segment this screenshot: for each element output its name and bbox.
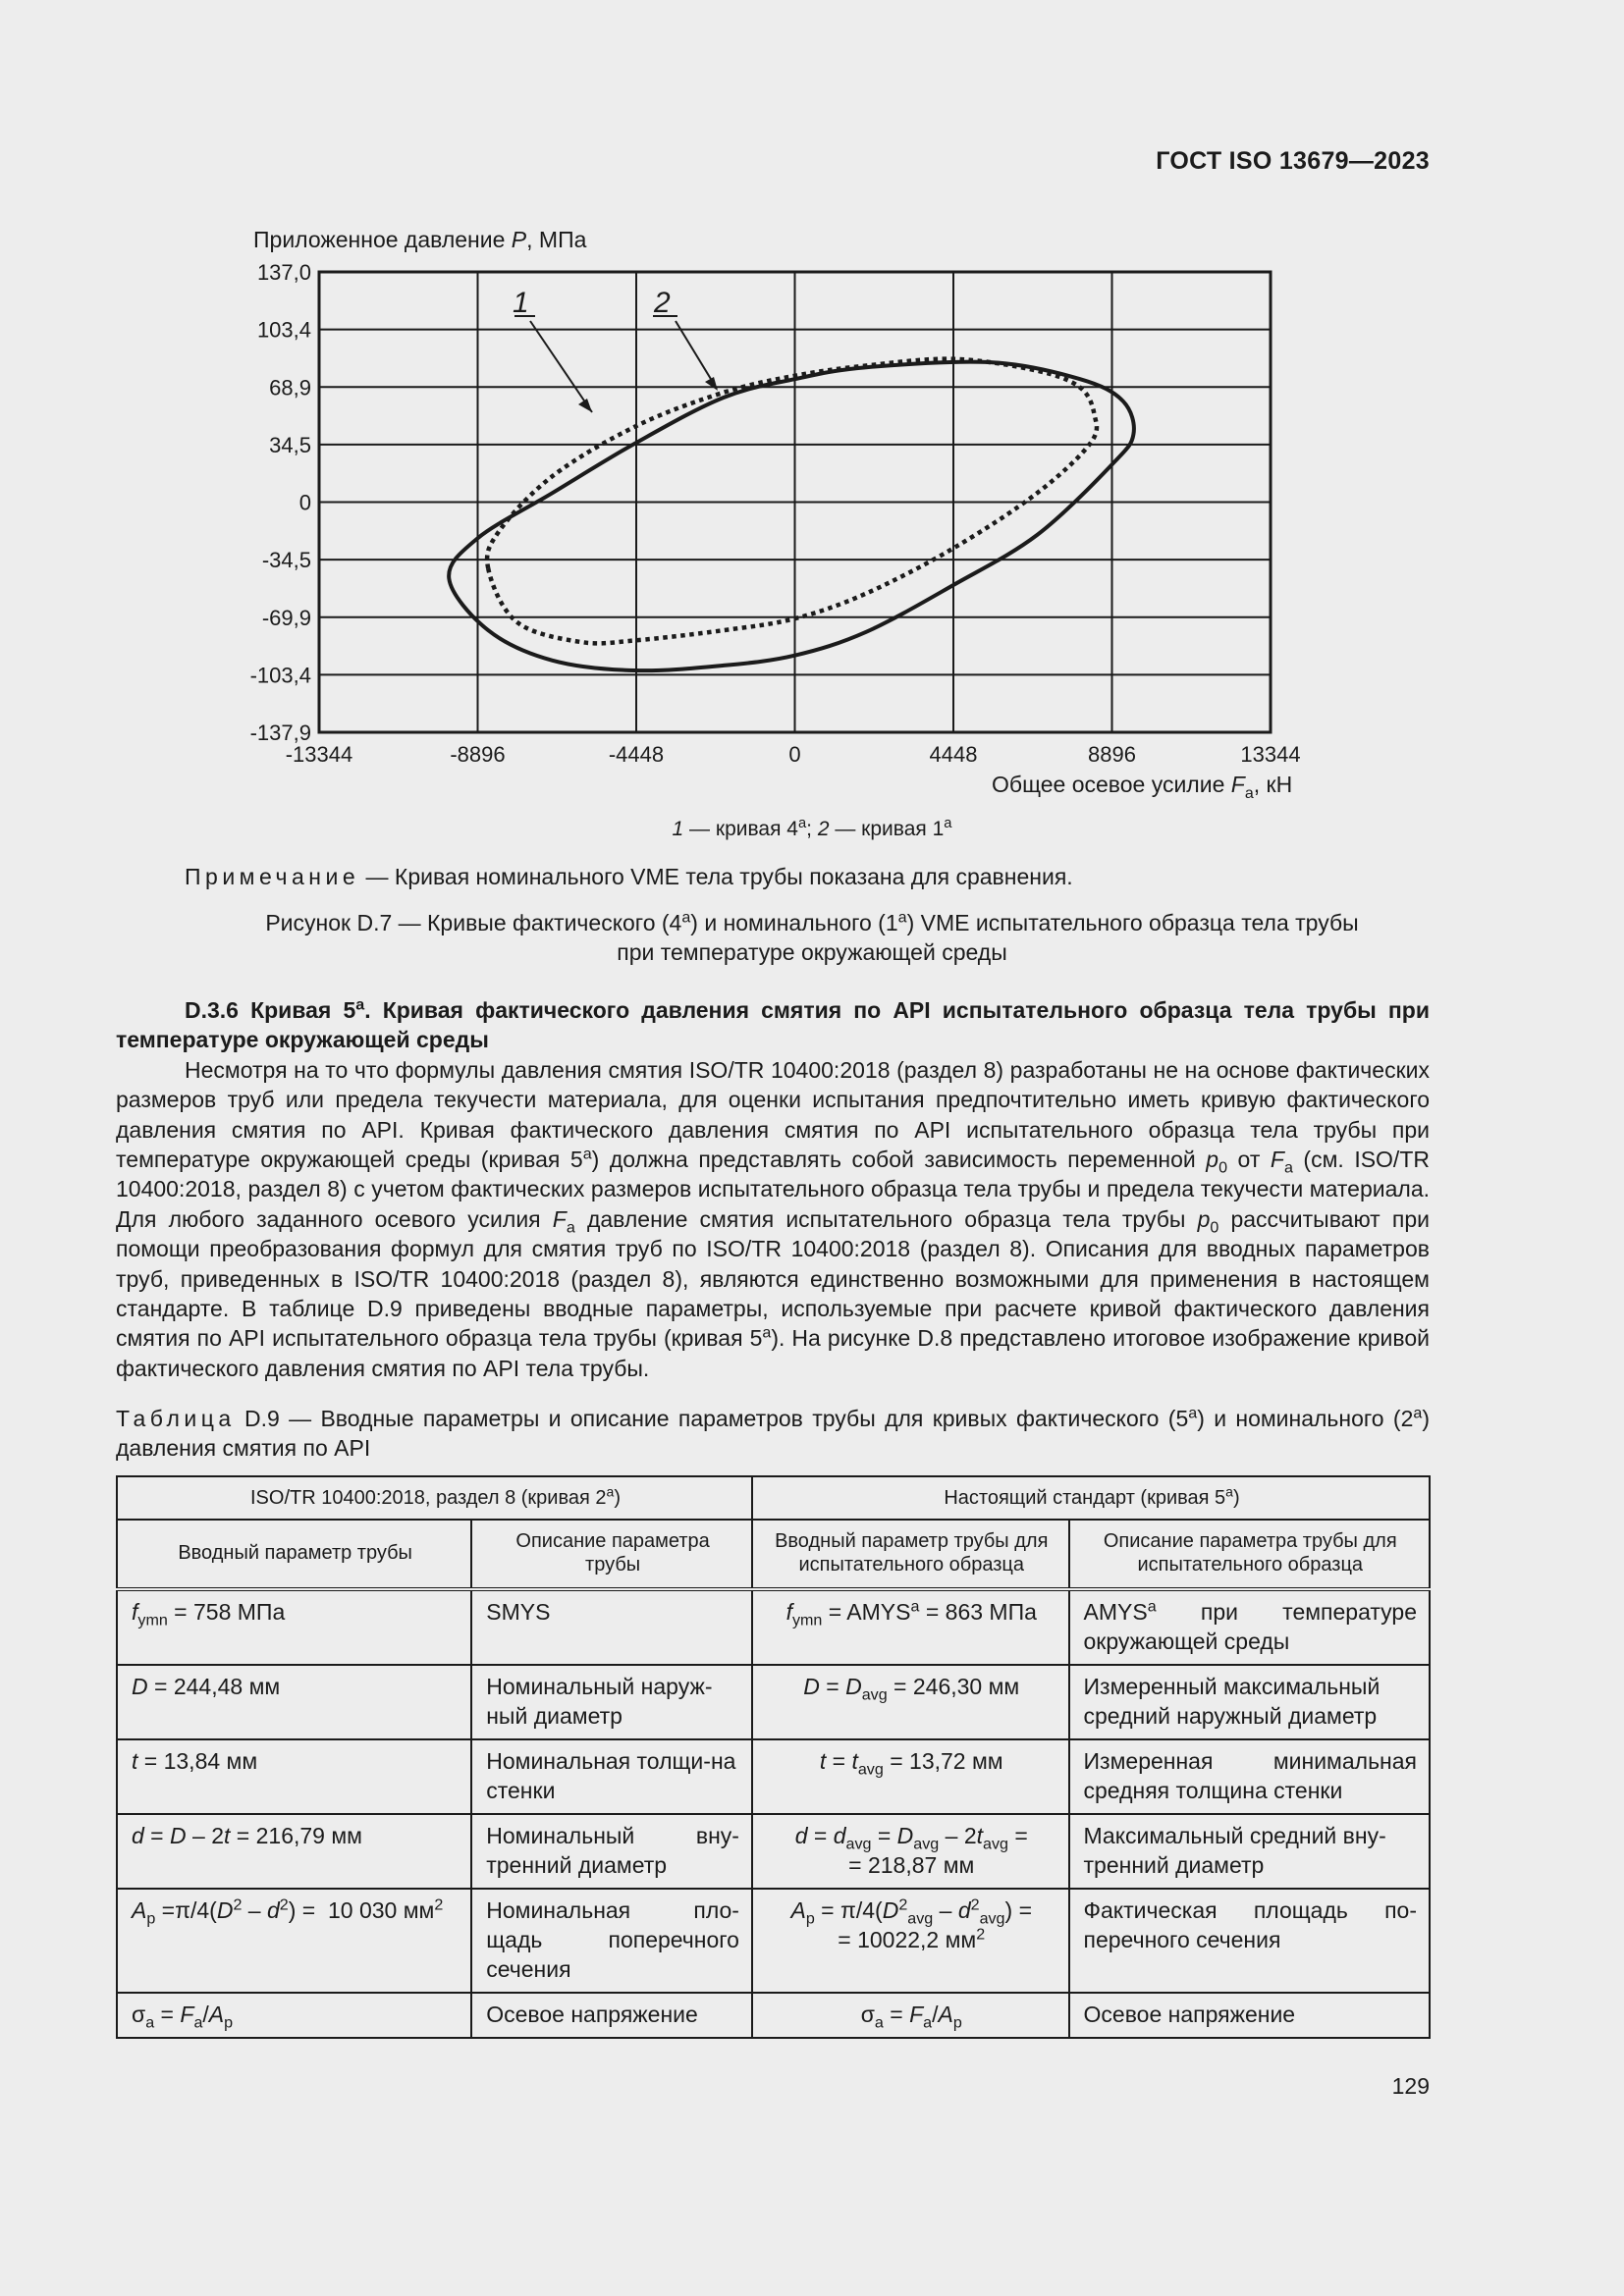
table-caption-label: Таблица (116, 1406, 236, 1431)
series-line-1 (449, 362, 1134, 671)
table-cell: Осевое напряжение (471, 1993, 752, 2038)
curve-2-callout (653, 287, 718, 391)
chart-grid (319, 272, 1271, 732)
table-cell: Измеренный максимальный средний наружный диаметр (1069, 1665, 1430, 1739)
vme-chart (0, 0, 1624, 815)
x-tick-label: 8896 (1088, 742, 1136, 767)
chart-x-axis-label: Общее осевое усилие $F_a$, кН (992, 772, 1293, 802)
table-cell: Измеренная минимальная средняя толщина стенки (1069, 1739, 1430, 1814)
y-tick-label: 103,4 (256, 317, 311, 343)
y-tick-label: -34,5 (261, 548, 311, 573)
column-header: Описание параметра трубы (471, 1520, 752, 1589)
table-cell: $A_p =\pi/4(D^2 - d^2) = 10$ 030 $мм^2$ (117, 1889, 471, 1993)
y-tick-label: -103,4 (249, 663, 311, 688)
table-cell: $f_{ymn}$ = $AMYS^a = 863$ МПа (752, 1589, 1069, 1665)
x-tick-label: 13344 (1240, 742, 1301, 767)
y-tick-label: 34,5 (269, 432, 311, 457)
table-caption: Таблица D.9 — Вводные параметры и описание параметров трубы для кривых фактического (5$^a$) и номинального (2$^a$) давления смятия по API (116, 1404, 1430, 1461)
table-row (117, 1889, 1430, 1993)
table-row (117, 1665, 1430, 1739)
x-tick-label: -13344 (285, 742, 353, 767)
x-tick-label: -8896 (450, 742, 506, 767)
table-row (117, 1993, 1430, 2038)
figure-caption (0, 908, 1624, 967)
section-paragraph: Несмотря на то что формулы давления смятия ISO/TR 10400:2018 (раздел 8) разработаны не на основе фактических размеров труб или предела текучести материала, для оценки испытания предпочтительно иметь кривую фактического давления смятия по API. Кривая фактического давления смятия по API испытательного образца тела трубы при температуре окружающей среды (кривая 5$^a$) должна представлять собой зависимость переменной $p_0$ от $F_a$ (см. ISO/TR 10400:2018, раздел 8) с учетом фактических размеров испытательного образца тела трубы и предела текучести материала. Для любого заданного осевого усилия $F_a$ давление смятия испытательного образца тела трубы $p_0$ рассчитывают при помощи преобразования формул для смятия труб по ISO/TR 10400:2018 (раздел 8). Описания для вводных параметров труб, приведенных в ISO/TR 10400:2018 (раздел 8), являются единственно возможными для применения в настоящем стандарте. В таблице D.9 приведены вводные параметры, используемые при расчете кривой фактического давления смятия по API испытательного образца тела трубы (кривая 5$^a$). На рисунке D.8 представлено итоговое изображение кривой фактического давления смятия по API тела трубы. (116, 1056, 1430, 1381)
note-label: Примечание (185, 864, 360, 889)
x-tick-label: 0 (788, 742, 801, 767)
chart-y-axis-label: Приложенное давление P, МПа (253, 227, 587, 252)
table-group-header-row (117, 1476, 1430, 1520)
group-header-standard: Настоящий стандарт (кривая 5$^a$) (752, 1476, 1430, 1520)
document-header: ГОСТ ISO 13679—2023 (1156, 147, 1430, 175)
table-cell: $t = t_{avg} = 13,72$ мм (752, 1739, 1069, 1814)
table-cell: Осевое напряжение (1069, 1993, 1430, 2038)
table-cell: t = 13,84 мм (117, 1739, 471, 1814)
table-cell: Номинальный наруж-ный диаметр (471, 1665, 752, 1739)
table-cell: $f_{ymn} = 758$ МПа (117, 1589, 471, 1665)
y-tick-label: 68,9 (269, 375, 311, 400)
table-cell: D = 244,48 мм (117, 1665, 471, 1739)
y-tick-label: 0 (298, 490, 311, 515)
table-row (117, 1739, 1430, 1814)
table-cell: $\sigma_a = F_a/A_p$ (752, 1993, 1069, 2038)
caption-line-2: при температуре окружающей среды (617, 939, 1007, 965)
table-cell: $A_p = \pi/4(D^2_{avg} - d^2_{avg})$ = = 10022,2 $мм^2$ (752, 1889, 1069, 1993)
table-cell: $d = d_{avg} = D_{avg} - 2t_{avg}$ = = 218,87 мм (752, 1814, 1069, 1889)
section-d36 (116, 995, 1430, 1383)
table-cell: $D = D_{avg} = 246,30$ мм (752, 1665, 1069, 1739)
table-cell: SMYS (471, 1589, 752, 1665)
chart-x-ticks (286, 742, 1301, 767)
group-header-iso: ISO/TR 10400:2018, раздел 8 (кривая 2$^a$) (117, 1476, 752, 1520)
table-cell: d = D – 2t = 216,79 мм (117, 1814, 471, 1889)
y-tick-label: -137,9 (249, 721, 311, 745)
table-cell: AMYS$^a$ при температуре окружающей среды (1069, 1589, 1430, 1665)
y-tick-label: 137,0 (256, 260, 311, 285)
column-header: Описание параметра трубы для испытательного образца (1069, 1520, 1430, 1589)
table-column-header-row (117, 1520, 1430, 1589)
figure-note (185, 864, 1073, 890)
curve-1-callout (513, 287, 592, 412)
x-tick-label: 4448 (929, 742, 978, 767)
parameters-table (116, 1475, 1431, 2039)
table-row (117, 1589, 1430, 1665)
page-number: 129 (1391, 2073, 1430, 2099)
column-header: Вводный параметр трубы для испытательного образца (752, 1520, 1069, 1589)
table-cell: Номинальный вну-тренний диаметр (471, 1814, 752, 1889)
table-cell: Максимальный средний вну-тренний диаметр (1069, 1814, 1430, 1889)
chart-curves (449, 359, 1134, 671)
table-cell: $\sigma_a = F_a/A_p$ (117, 1993, 471, 2038)
caption-line-1: Рисунок D.7 — Кривые фактического (4$^a$) и номинального (1$^a$) VME испытательного образца тела трубы (265, 908, 1359, 935)
section-heading: D.3.6 Кривая 5$^a$. Кривая фактического давления смятия по API испытательного образца тела трубы при температуре окружающей среды (116, 995, 1430, 1053)
table-cell: Фактическая площадь по-перечного сечения (1069, 1889, 1430, 1993)
table-cell: Номинальная пло-щадь поперечного сечения (471, 1889, 752, 1993)
y-tick-label: -69,9 (261, 605, 311, 630)
curve-2-label: 2 (654, 287, 671, 319)
table-cell: Номинальная толщи-на стенки (471, 1739, 752, 1814)
figure-legend: 1 — кривая 4$^a$; 2 — кривая 1$^a$ (672, 816, 952, 840)
table-row (117, 1814, 1430, 1889)
note-text: — Кривая номинального VME тела трубы показана для сравнения. (359, 864, 1073, 889)
x-tick-label: -4448 (608, 742, 665, 767)
curve-1-label: 1 (513, 287, 529, 319)
column-header: Вводный параметр трубы (117, 1520, 471, 1589)
chart-y-ticks (250, 260, 311, 745)
